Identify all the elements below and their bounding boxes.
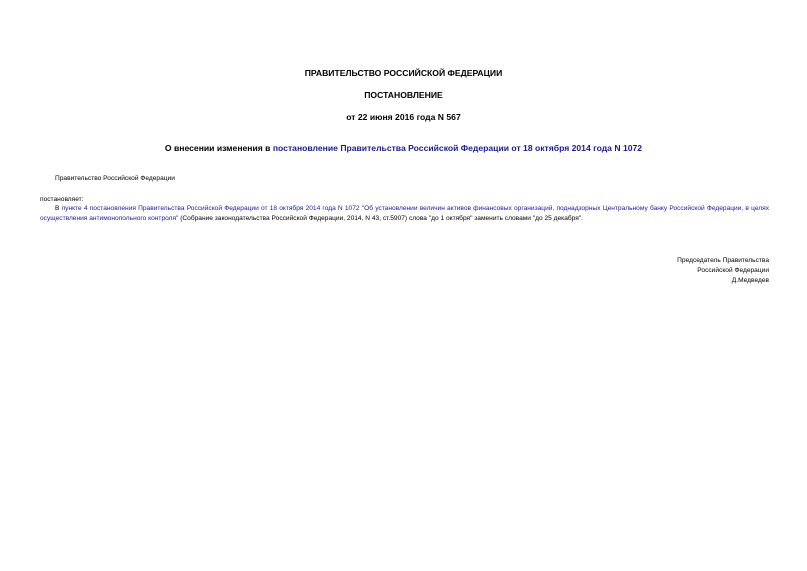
signature-position-line2: Российской Федерации (697, 267, 769, 274)
intro-text: Правительство Российской Федерации (55, 175, 175, 182)
paragraph-lead: В (55, 205, 62, 212)
title-prefix: О внесении изменения в (164, 143, 273, 153)
resolves-text: постановляет: (40, 196, 84, 203)
paragraph-clause-link[interactable]: пункте 4 постановления Правительства Российской Федерации от 18 октября 2014 года N 1072 "Об установлении величин активов финансовых организаций, поднадзорных Центральному банку Российской Федерации, в целях осуществления антимонопольного контроля" (40, 205, 769, 222)
document-type-heading: ПОСТАНОВЛЕНИЕ (364, 90, 443, 100)
signature-position-line1: Председатель Правительства (677, 257, 769, 264)
paragraph-rest: (Собрание законодательства Российской Федерации, 2014, N 43, ст.5907) слова "до 1 октября" заменить словами "до 25 декабря". (178, 215, 583, 222)
document-date-number: от 22 июня 2016 года N 567 (346, 112, 461, 122)
amendment-paragraph (40, 204, 769, 224)
title-amended-act-link[interactable]: постановление Правительства Российской Федерации от 18 октября 2014 года N 1072 (272, 143, 643, 153)
government-heading: ПРАВИТЕЛЬСТВО РОССИЙСКОЙ ФЕДЕРАЦИИ (304, 68, 503, 78)
signature-name: Д.Медведев (731, 277, 769, 284)
document-title (0, 143, 807, 154)
